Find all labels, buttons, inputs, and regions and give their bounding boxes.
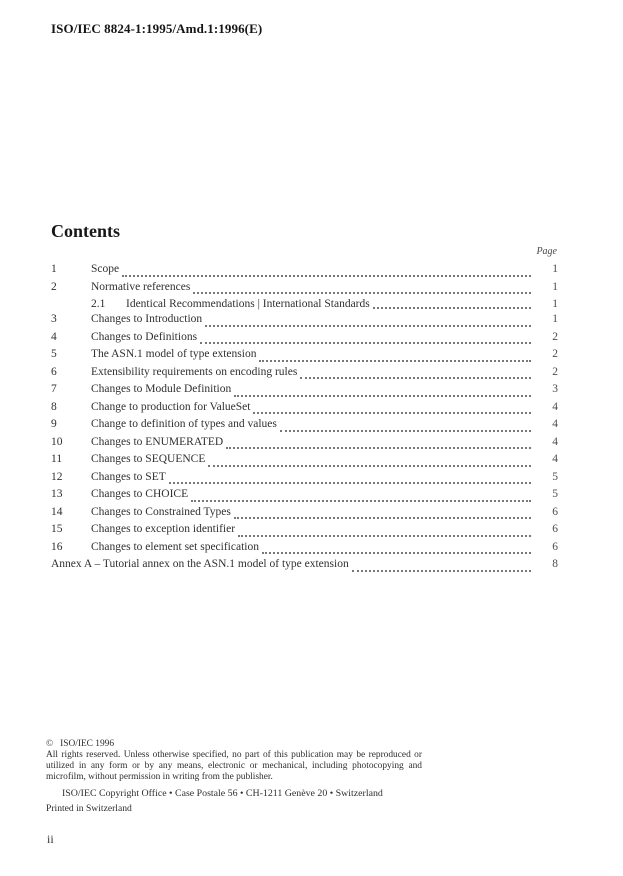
toc-leader-dots (253, 412, 531, 414)
toc-entry (51, 541, 558, 559)
toc-entry-number: 2 (51, 280, 57, 293)
toc-entry-number: 9 (51, 418, 57, 431)
toc-entry-number: 6 (51, 365, 57, 378)
printed-in-line: Printed in Switzerland (46, 803, 132, 814)
contents-heading: Contents (51, 221, 121, 241)
toc-entry (51, 436, 558, 454)
toc-entry-title: Annex A – Tutorial annex on the ASN.1 model of type extension (51, 558, 349, 571)
toc-entry-number: 8 (51, 400, 57, 413)
toc-entry-title: Extensibility requirements on encoding rules (91, 365, 298, 378)
toc-entry-title: Changes to SET (91, 470, 166, 483)
toc-entry-page: 8 (552, 558, 558, 571)
toc-entry-page: 1 (552, 298, 558, 310)
toc-entry-page: 5 (552, 488, 558, 501)
page-number-folio: ii (47, 832, 54, 846)
toc-leader-dots (373, 307, 531, 309)
toc-entry-page: 6 (552, 505, 558, 518)
toc-entry-page: 1 (552, 313, 558, 326)
toc-leader-dots (208, 465, 531, 467)
toc-entry-title: Changes to CHOICE (91, 488, 189, 501)
toc-entry (51, 418, 558, 436)
toc-leader-dots (200, 342, 531, 344)
page-column-label: Page (536, 246, 557, 257)
toc-entry (51, 348, 558, 366)
toc-entry (51, 263, 558, 281)
toc-leader-dots (234, 395, 531, 397)
toc-entry (51, 471, 558, 489)
copyright-symbol: © (46, 739, 54, 749)
toc-leader-dots (234, 517, 531, 519)
table-of-contents (51, 246, 558, 576)
toc-entry (51, 281, 558, 299)
toc-entry-number: 7 (51, 383, 57, 396)
toc-entry (51, 453, 558, 471)
toc-entry-title: Changes to ENUMERATED (91, 435, 224, 448)
toc-entry-number: 1 (51, 263, 57, 275)
toc-entry-page: 2 (552, 330, 558, 343)
toc-leader-dots (352, 570, 531, 572)
toc-entry (51, 488, 558, 506)
toc-entry (51, 313, 558, 331)
document-identifier: ISO/IEC 8824-1:1995/Amd.1:1996(E) (51, 21, 263, 36)
toc-entry-page: 1 (552, 263, 558, 275)
toc-entry (51, 383, 558, 401)
toc-leader-dots (300, 377, 531, 379)
copyright-year: ISO/IEC 1996 (60, 739, 115, 749)
toc-entry-title: Changes to Module Definition (91, 383, 232, 396)
toc-entry-page: 6 (552, 540, 558, 553)
toc-entry-page: 1 (552, 280, 558, 293)
toc-entry-number: 2.1 (91, 298, 106, 310)
toc-leader-dots (193, 292, 531, 294)
toc-entry-number: 5 (51, 348, 57, 361)
copyright-block (46, 739, 422, 814)
toc-entry-title: Changes to Constrained Types (91, 505, 231, 518)
toc-entry (51, 331, 558, 349)
copyright-line (46, 739, 422, 750)
toc-entry-title: Changes to element set specification (91, 540, 259, 553)
toc-entry-page: 3 (552, 383, 558, 396)
toc-entry-title: Changes to SEQUENCE (91, 453, 206, 466)
toc-entry-title: Changes to Introduction (91, 313, 203, 326)
toc-entry-number: 15 (51, 523, 63, 536)
toc-entry-page: 4 (552, 400, 558, 413)
toc-entry-title: Normative references (91, 280, 191, 293)
toc-rows (51, 263, 558, 576)
toc-entry-title: Changes to exception identifier (91, 523, 236, 536)
toc-entry (51, 298, 558, 313)
toc-entry (51, 401, 558, 419)
toc-entry-number: 11 (51, 453, 63, 466)
copyright-office-address: ISO/IEC Copyright Office • Case Postale 56 • CH-1211 Genève 20 • Switzerland (62, 788, 383, 799)
toc-entry-page: 5 (552, 470, 558, 483)
toc-leader-dots (122, 275, 531, 277)
toc-entry-number: 12 (51, 470, 63, 483)
toc-leader-dots (226, 447, 531, 449)
toc-leader-dots (238, 535, 531, 537)
toc-entry-title: Change to production for ValueSet (91, 400, 251, 413)
toc-leader-dots (259, 360, 531, 362)
toc-entry-title: Identical Recommendations | International Standards (126, 298, 370, 310)
toc-entry-title: Changes to Definitions (91, 330, 198, 343)
toc-entry-page: 2 (552, 365, 558, 378)
toc-leader-dots (205, 325, 531, 327)
toc-entry (51, 366, 558, 384)
toc-entry-number: 4 (51, 330, 57, 343)
toc-entry (51, 506, 558, 524)
toc-leader-dots (262, 552, 531, 554)
toc-entry-number: 16 (51, 540, 63, 553)
toc-entry-page: 2 (552, 348, 558, 361)
rights-notice: All rights reserved. Unless otherwise specified, no part of this publication may be reproduced or utilized in any form or by any means, electronic or mechanical, including photocopying and microfilm, without permission in writing from the publisher. (46, 750, 422, 782)
toc-leader-dots (280, 430, 531, 432)
toc-entry-number: 14 (51, 505, 63, 518)
toc-entry (51, 523, 558, 541)
toc-entry-title: Change to definition of types and values (91, 418, 277, 431)
toc-entry-number: 13 (51, 488, 63, 501)
toc-entry-number: 3 (51, 313, 57, 326)
toc-leader-dots (169, 482, 531, 484)
toc-entry (51, 558, 558, 576)
toc-entry-number: 10 (51, 435, 63, 448)
toc-entry-page: 4 (552, 435, 558, 448)
toc-entry-title: Scope (91, 263, 120, 275)
toc-entry-page: 6 (552, 523, 558, 536)
toc-leader-dots (191, 500, 531, 502)
toc-entry-title: The ASN.1 model of type extension (91, 348, 257, 361)
toc-entry-page: 4 (552, 453, 558, 466)
toc-entry-page: 4 (552, 418, 558, 431)
